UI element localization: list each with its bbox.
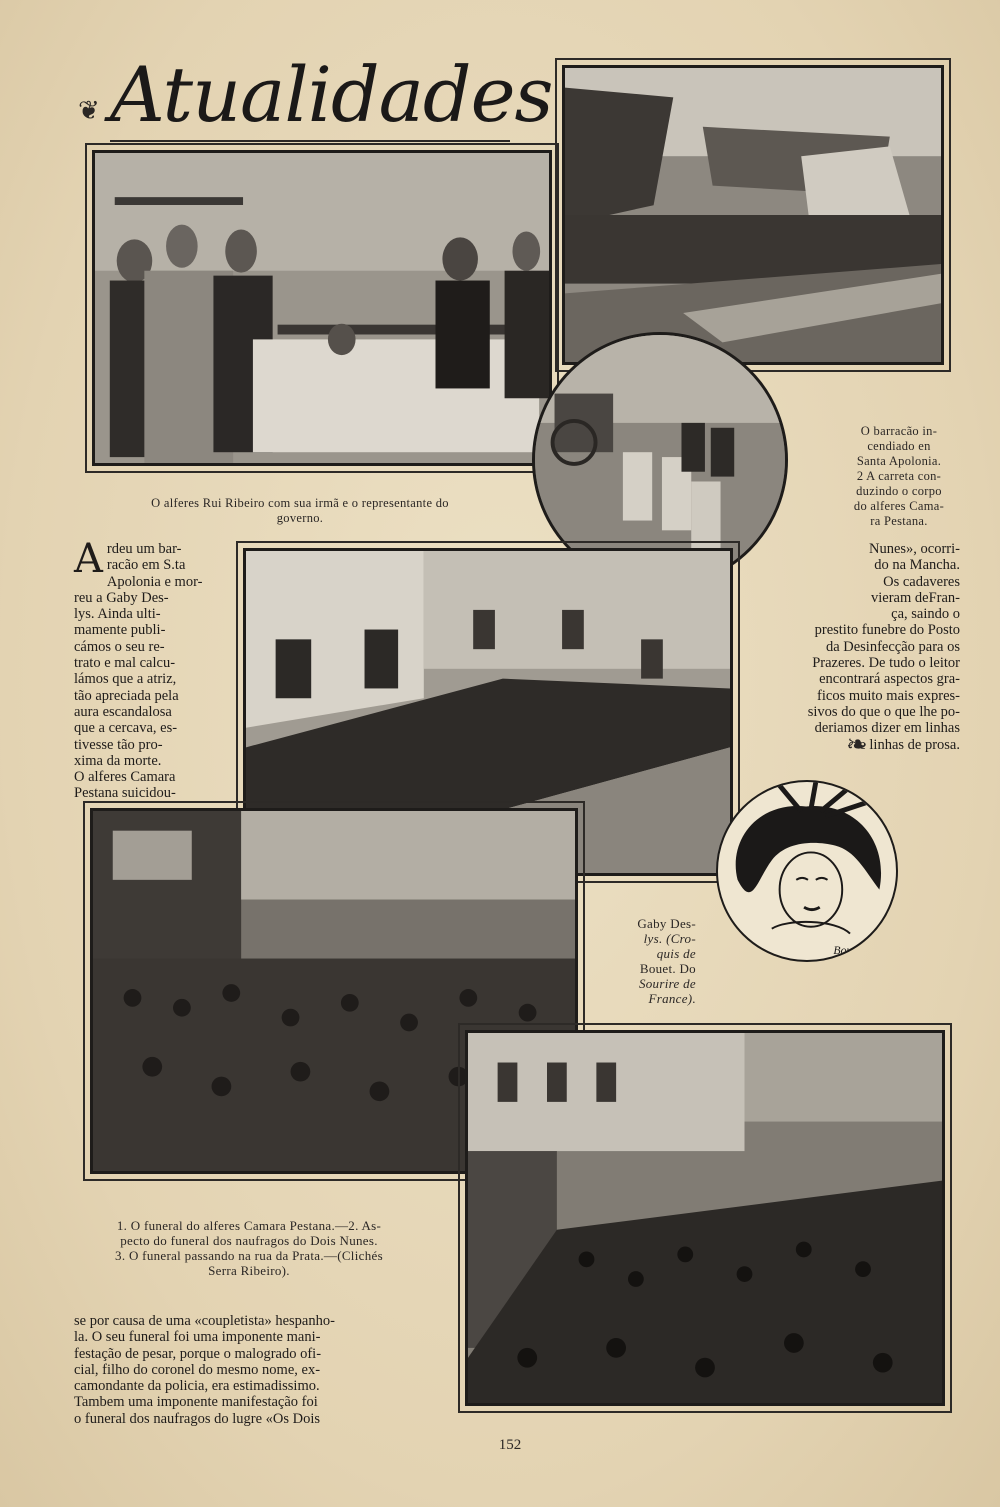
funeral-caption	[74, 1218, 424, 1278]
barracao-caption-line: 2 A carreta con-	[856, 469, 942, 483]
article-line: tivesse tão pro-	[74, 736, 163, 753]
sketch-caption-line: France).	[648, 991, 696, 1006]
masthead-rule	[110, 140, 510, 142]
article-line: O alferes Camara	[74, 769, 176, 786]
article-line: rdeu um bar-	[106, 541, 182, 557]
article-line: ça, saindo o	[891, 606, 960, 623]
article-line: Tambem uma imponente manifestação foi	[74, 1394, 318, 1411]
article-line: camondante da policia, era estimadissimo.	[74, 1378, 320, 1395]
barracao-caption-line: ra Pestana.	[870, 514, 928, 528]
article-line: que a cercava, es-	[74, 720, 178, 737]
article-bottom-block	[74, 1313, 414, 1427]
article-line: Nunes», ocorri-	[868, 541, 960, 557]
leaf-ornament: ❧	[846, 730, 868, 759]
article-line: vieram deFran-	[871, 589, 960, 606]
hospital-caption	[80, 496, 520, 526]
article-line: trato e mal calcu-	[74, 655, 176, 672]
funeral-caption-line: 3. O funeral passando na rua da Prata.—(Clichés	[115, 1248, 383, 1263]
article-line: Prazeres. De tudo o leitor	[812, 655, 960, 672]
article-line: mamente publi-	[74, 622, 166, 639]
article-line: sivos do que o que lhe po-	[807, 703, 960, 720]
article-line: o funeral dos naufragos do lugre «Os Dois	[74, 1410, 321, 1427]
sketch-caption-line: quis de	[656, 946, 696, 961]
page-number: 152	[498, 1437, 522, 1453]
article-line: festação de pesar, porque o malogrado ofi-	[74, 1345, 322, 1362]
article-line: xima da morte.	[74, 752, 162, 769]
hospital-photo	[92, 150, 552, 466]
burned-shed-photo-icon	[565, 68, 941, 362]
article-line: la. O seu funeral foi uma imponente mani-	[74, 1329, 321, 1346]
article-line: lys. Ainda ulti-	[74, 606, 161, 623]
gaby-deslys-sketch-icon	[718, 782, 896, 960]
street-crowd-photo-icon	[468, 1033, 942, 1403]
article-left-column	[74, 536, 206, 802]
barracao-caption-line: duzindo o corpo	[856, 484, 942, 498]
corner-ornament: ❦	[78, 96, 100, 125]
article-line: deriamos dizer em linhas	[814, 720, 960, 737]
funeral-caption-line: 1. O funeral do alferes Camara Pestana.—2. As-	[116, 1218, 382, 1233]
hospital-caption-line: O alferes Rui Ribeiro com sua irmã e o representante do	[151, 496, 449, 510]
gaby-deslys-sketch	[716, 780, 898, 962]
masthead-title: Atualidades	[110, 50, 553, 139]
barracao-caption-line: do alferes Cama-	[853, 499, 945, 513]
sketch-caption-line: Bouet. Do	[639, 961, 696, 976]
article-line: aura escandalosa	[74, 703, 172, 720]
article-line: cámos o seu re-	[74, 638, 165, 655]
barracao-photo	[562, 65, 944, 365]
hospital-bed-photo-icon	[95, 153, 549, 463]
sketch-signature: Bouet	[833, 944, 861, 958]
article-line: lámos que a atriz,	[74, 671, 177, 688]
sketch-caption-line: lys. (Cro-	[643, 931, 696, 946]
article-line: se por causa de uma «coupletista» hespanho-	[74, 1313, 335, 1329]
article-line: racão em S.ta	[106, 557, 186, 574]
article-line: cial, filho do coronel do mesmo nome, ex-	[74, 1361, 321, 1378]
article-line: ficos muito mais expres-	[817, 687, 960, 704]
sketch-caption	[604, 916, 696, 1006]
article-line: e linhas de prosa.	[859, 736, 960, 753]
article-line: reu a Gaby Des-	[74, 589, 169, 606]
barracao-caption	[836, 424, 962, 529]
crowd-right-photo	[465, 1030, 945, 1406]
sketch-caption-line: Gaby Des-	[637, 916, 696, 931]
barracao-caption-line: Santa Apolonia.	[856, 454, 942, 468]
barracao-caption-line: O barracão in-	[860, 424, 938, 438]
article-line: Pestana suicidou-	[74, 785, 176, 802]
barracao-caption-line: cendiado en	[867, 439, 931, 453]
article-right-column	[764, 541, 960, 753]
article-line: Os cadaveres	[883, 573, 960, 590]
article-dropcap: A	[74, 536, 103, 582]
hospital-caption-line: governo.	[276, 511, 324, 525]
article-line: da Desinfecção para os	[825, 638, 960, 655]
funeral-caption-line: Serra Ribeiro).	[208, 1263, 290, 1278]
article-line: Apolonia e mor-	[106, 573, 203, 590]
article-line: encontrará aspectos gra-	[819, 671, 960, 688]
article-line: tão apreciada pela	[74, 687, 179, 704]
article-line: prestito funebre do Posto	[814, 622, 960, 639]
funeral-caption-line: pecto do funeral dos naufragos do Dois Nunes.	[120, 1233, 378, 1248]
sketch-caption-line: Sourire de	[638, 976, 696, 991]
article-line: do na Mancha.	[874, 557, 960, 574]
